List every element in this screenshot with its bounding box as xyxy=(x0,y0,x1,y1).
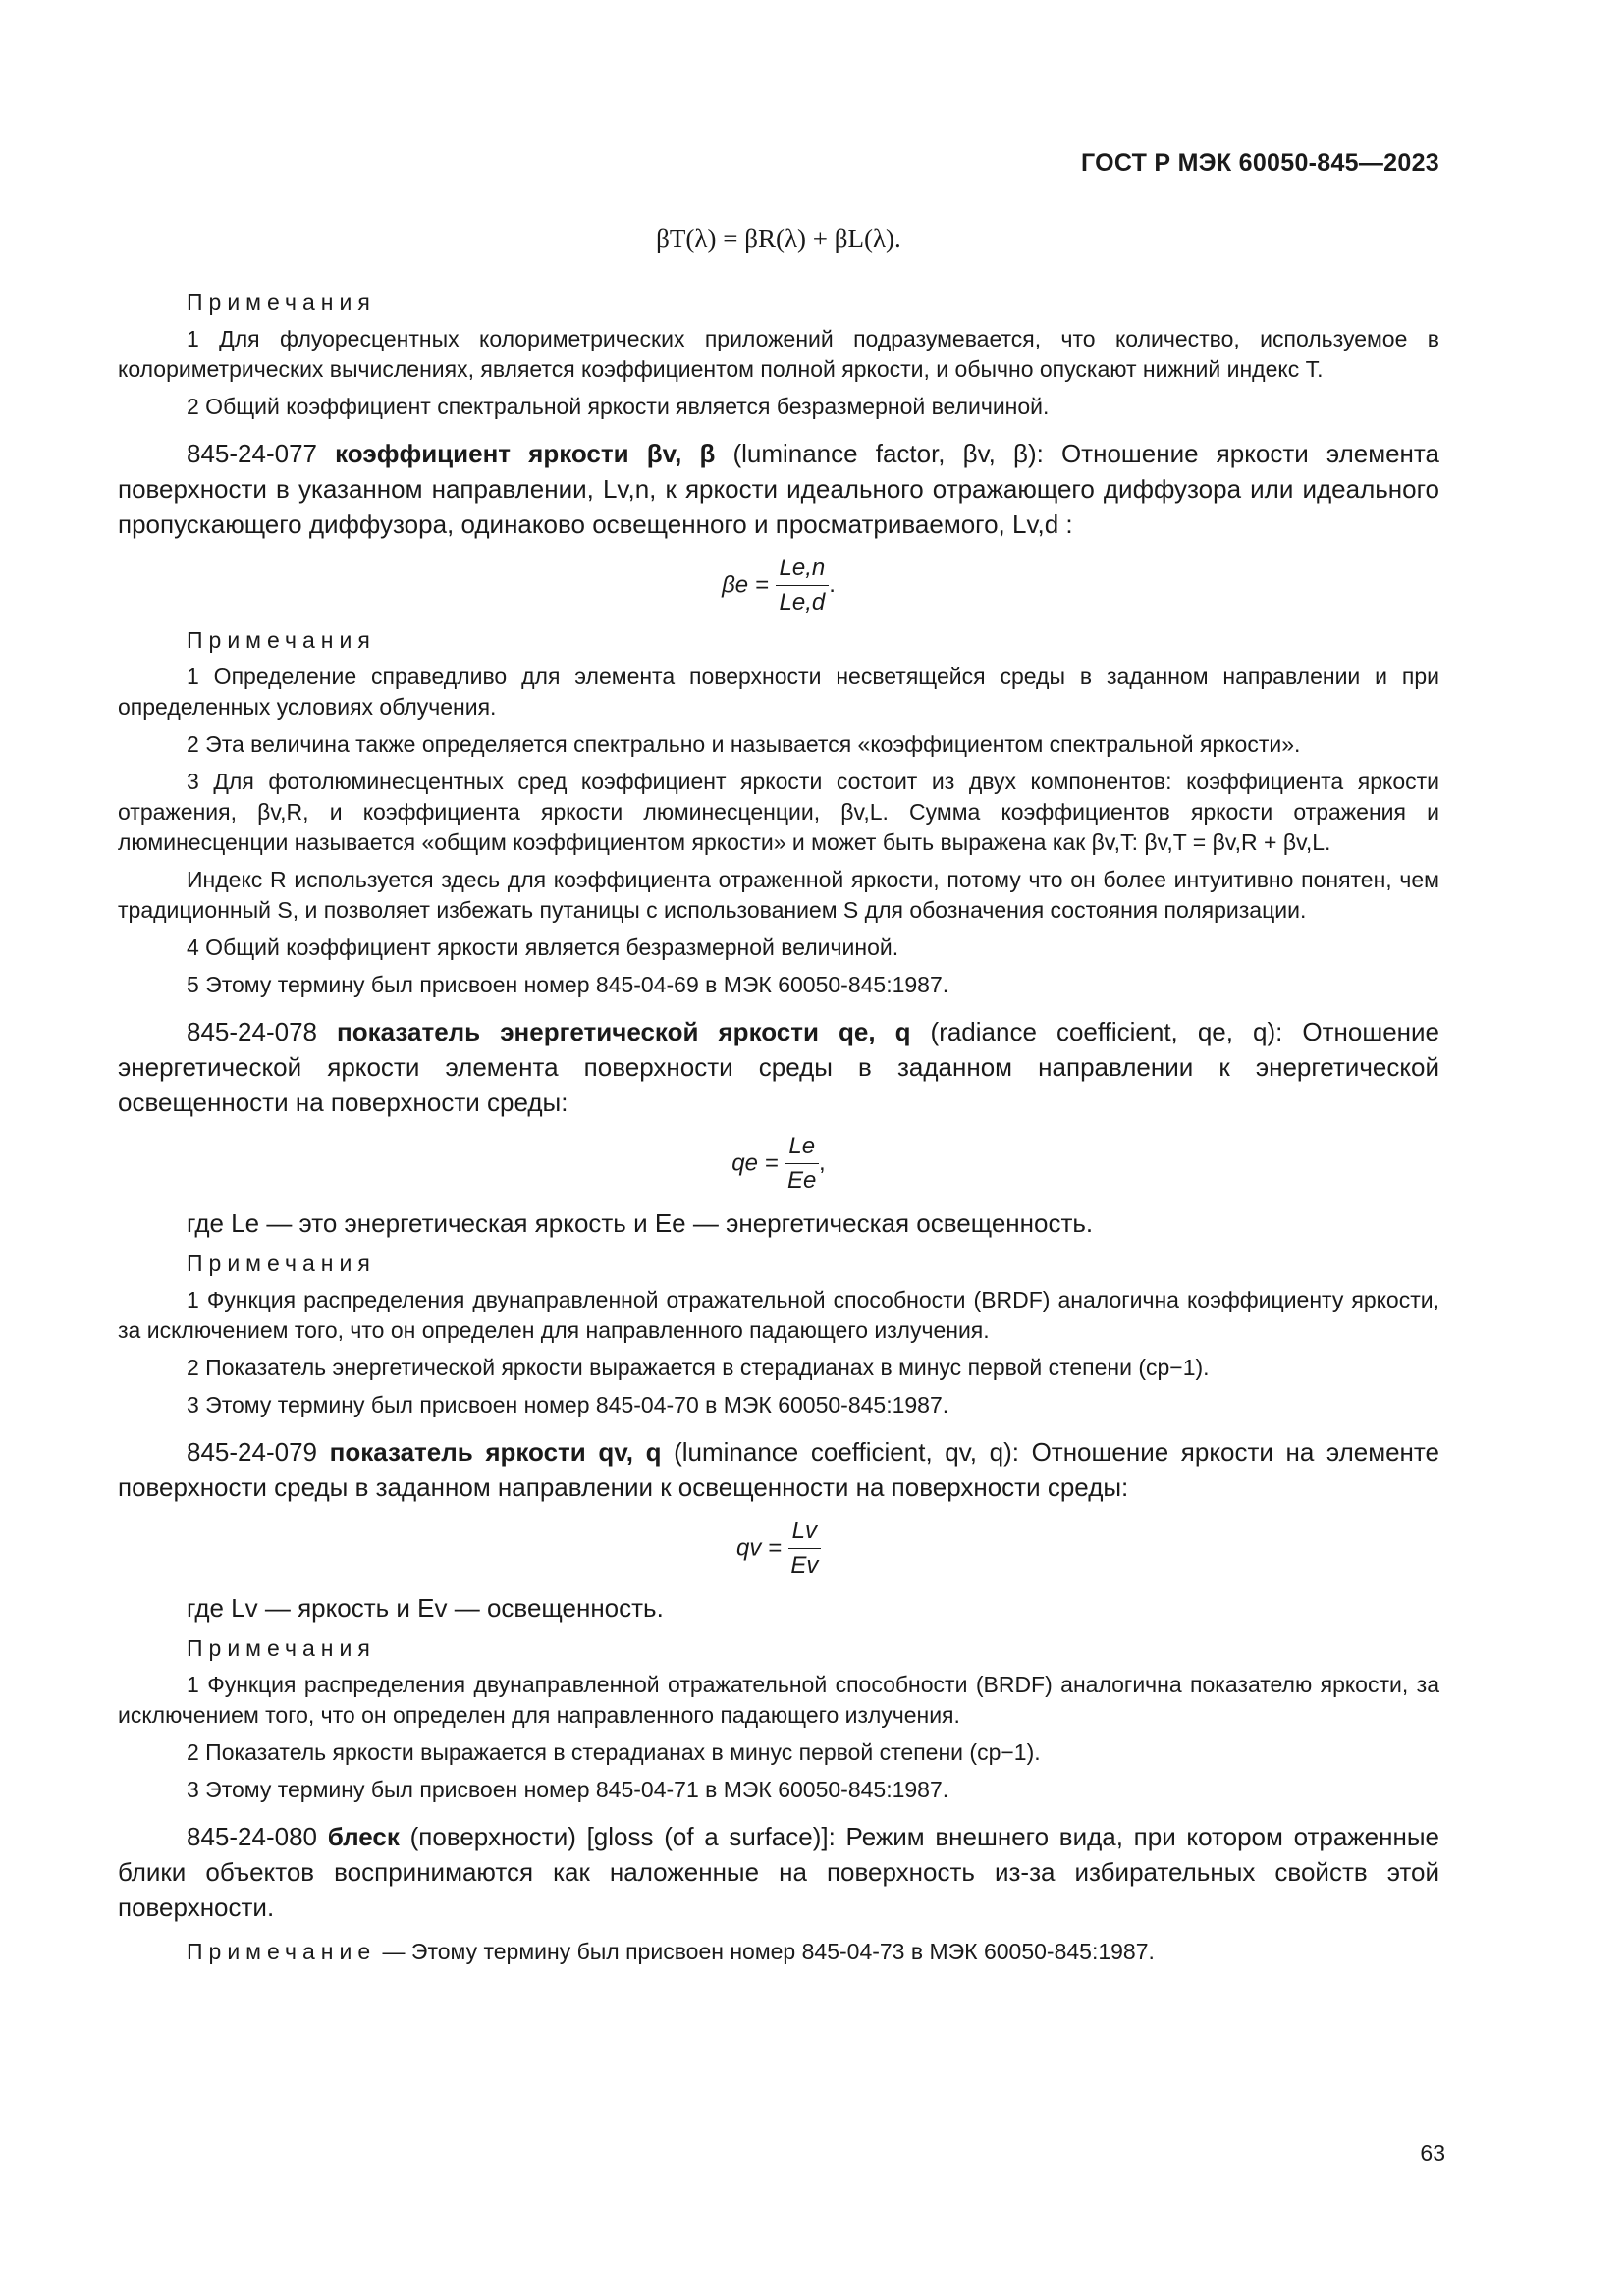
formula-078-lhs: qe = xyxy=(731,1149,779,1177)
term-079 xyxy=(118,1434,1439,1505)
note-item: 1 Функция распределения двунаправленной отражательной способности (BRDF) аналогична коэффициенту яркости, за исключением того, что он определен для направленного падающего излучения. xyxy=(118,1287,1439,1343)
notes-heading-079: Примечания xyxy=(187,1635,376,1661)
term-080-number: 845-24-080 xyxy=(187,1822,317,1851)
note-item: 3 Для фотолюминесцентных сред коэффициент яркости состоит из двух компонентов: коэффициента яркости отражения, βv,R, и коэффициента яркости люминесценции, βv,L. Сумма коэффициентов яркости отражения и люминесценции называется «общим коэффициентом яркости» и может быть выражена как βv,T: βv,T = βv,R + βv,L. xyxy=(118,769,1439,855)
formula-term-079 xyxy=(118,1517,1439,1580)
notes-heading-1: Примечания xyxy=(187,290,376,315)
term-078-text: (radiance coefficient, qe, q): Отношение энергетической яркости элемента поверхности среды в заданном направлении к энергетической освещенности на поверхности среды: xyxy=(118,1017,1439,1117)
formula-079-fraction xyxy=(788,1517,821,1580)
term-078-number: 845-24-078 xyxy=(187,1017,317,1046)
term-077-text: (luminance factor, βv, β): Отношение яркости элемента поверхности в указанном направлении, Lv,n, к яркости идеального отражающего диффузора или идеального пропускающего диффузора, одинаково освещенного и просматриваемого, Lv,d : xyxy=(118,439,1439,539)
where-079: где Lv — яркость и Ev — освещенность. xyxy=(187,1593,664,1623)
formula-077-numerator: Le,n xyxy=(776,554,830,586)
term-080-text: (поверхности) [gloss (of a surface)]: Режим внешнего вида, при котором отраженные блики объектов воспринимаются как наложенные на поверхность из-за избирательных свойств этой поверхности. xyxy=(118,1822,1439,1922)
note-item: 1 Определение справедливо для элемента поверхности несветящейся среды в заданном направлении и при определенных условиях облучения. xyxy=(118,664,1439,720)
formula-beta-total-text: βT(λ) = βR(λ) + βL(λ). xyxy=(656,224,901,253)
note-item: Индекс R используется здесь для коэффициента отраженной яркости, потому что он более интуитивно понятен, чем традиционный S, и позволяет избежать путаницы с использованием S для обозначения состояния поляризации. xyxy=(118,867,1439,923)
note-item: 3 Этому термину был присвоен номер 845-04-71 в МЭК 60050-845:1987. xyxy=(187,1777,949,1802)
note-item: 5 Этому термину был присвоен номер 845-04-69 в МЭК 60050-845:1987. xyxy=(187,972,949,997)
formula-079-denominator: Ev xyxy=(790,1552,819,1578)
note-item: 3 Этому термину был присвоен номер 845-04-70 в МЭК 60050-845:1987. xyxy=(187,1392,949,1417)
notes-heading-078: Примечания xyxy=(187,1251,376,1276)
term-079-text: (luminance coefficient, qv, q): Отношение яркости на элементе поверхности среды в заданном направлении к освещенности на поверхности среды: xyxy=(118,1437,1439,1502)
formula-term-077: βe = $\frac{Le,n}{Le,d}$ . xyxy=(722,555,836,615)
note-080 xyxy=(118,1937,1439,1967)
where-078: где Le — это энергетическая яркость и Ee — энергетическая освещенность. xyxy=(187,1208,1094,1238)
term-079-name: показатель яркости qv, q xyxy=(329,1437,662,1467)
note-item: 2 Показатель энергетической яркости выражается в стерадианах в минус первой степени (ср−1). xyxy=(187,1355,1210,1380)
note-080-label: Примечание xyxy=(187,1939,377,1964)
term-078 xyxy=(118,1014,1439,1120)
formula-079-numerator: Lv xyxy=(788,1517,821,1549)
term-078-name: показатель энергетической яркости qe, q xyxy=(337,1017,911,1046)
note-item: 1 Функция распределения двунаправленной отражательной способности (BRDF) аналогична показателю яркости, за исключением того, что он определен для направленного падающего излучения. xyxy=(118,1672,1439,1728)
formula-078-fraction xyxy=(785,1132,819,1196)
term-077-number: 845-24-077 xyxy=(187,439,317,468)
term-080-name: блеск xyxy=(327,1822,400,1851)
note-item: 1 Для флуоресцентных колориметрических приложений подразумевается, что количество, используемое в колориметрических вычислениях, является коэффициентом полной яркости, и обычно опускают нижний индекс T. xyxy=(118,326,1439,382)
note-item: 2 Общий коэффициент спектральной яркости является безразмерной величиной. xyxy=(187,394,1050,419)
term-080 xyxy=(118,1819,1439,1925)
formula-077-fraction xyxy=(776,554,830,617)
page-number: 63 xyxy=(1420,2140,1445,2165)
formula-beta-total xyxy=(118,224,1439,254)
note-item: 2 Эта величина также определяется спектрально и называется «коэффициентом спектральной яркости». xyxy=(187,731,1301,757)
notes-heading-077: Примечания xyxy=(187,627,376,653)
term-077 xyxy=(118,436,1439,542)
note-item: 2 Показатель яркости выражается в стерадианах в минус первой степени (ср−1). xyxy=(187,1739,1041,1765)
page-content xyxy=(118,218,1439,1974)
formula-079-lhs: qv = xyxy=(735,1534,782,1562)
standard-header: ГОСТ Р МЭК 60050-845—2023 xyxy=(1080,149,1439,177)
formula-078-numerator: Le xyxy=(785,1132,819,1164)
formula-077-denominator: Le,d xyxy=(779,589,826,615)
note-item: 4 Общий коэффициент яркости является безразмерной величиной. xyxy=(187,934,899,960)
formula-term-078: qe = $\frac{Le}{Ee}$ , xyxy=(731,1133,826,1194)
term-077-name: коэффициент яркости βv, β xyxy=(335,439,716,468)
formula-078-denominator: Ee xyxy=(787,1167,817,1194)
term-079-number: 845-24-079 xyxy=(187,1437,317,1467)
formula-077-lhs: βe = xyxy=(722,571,769,599)
note-080-text: — Этому термину был присвоен номер 845-04-73 в МЭК 60050-845:1987. xyxy=(382,1939,1155,1964)
